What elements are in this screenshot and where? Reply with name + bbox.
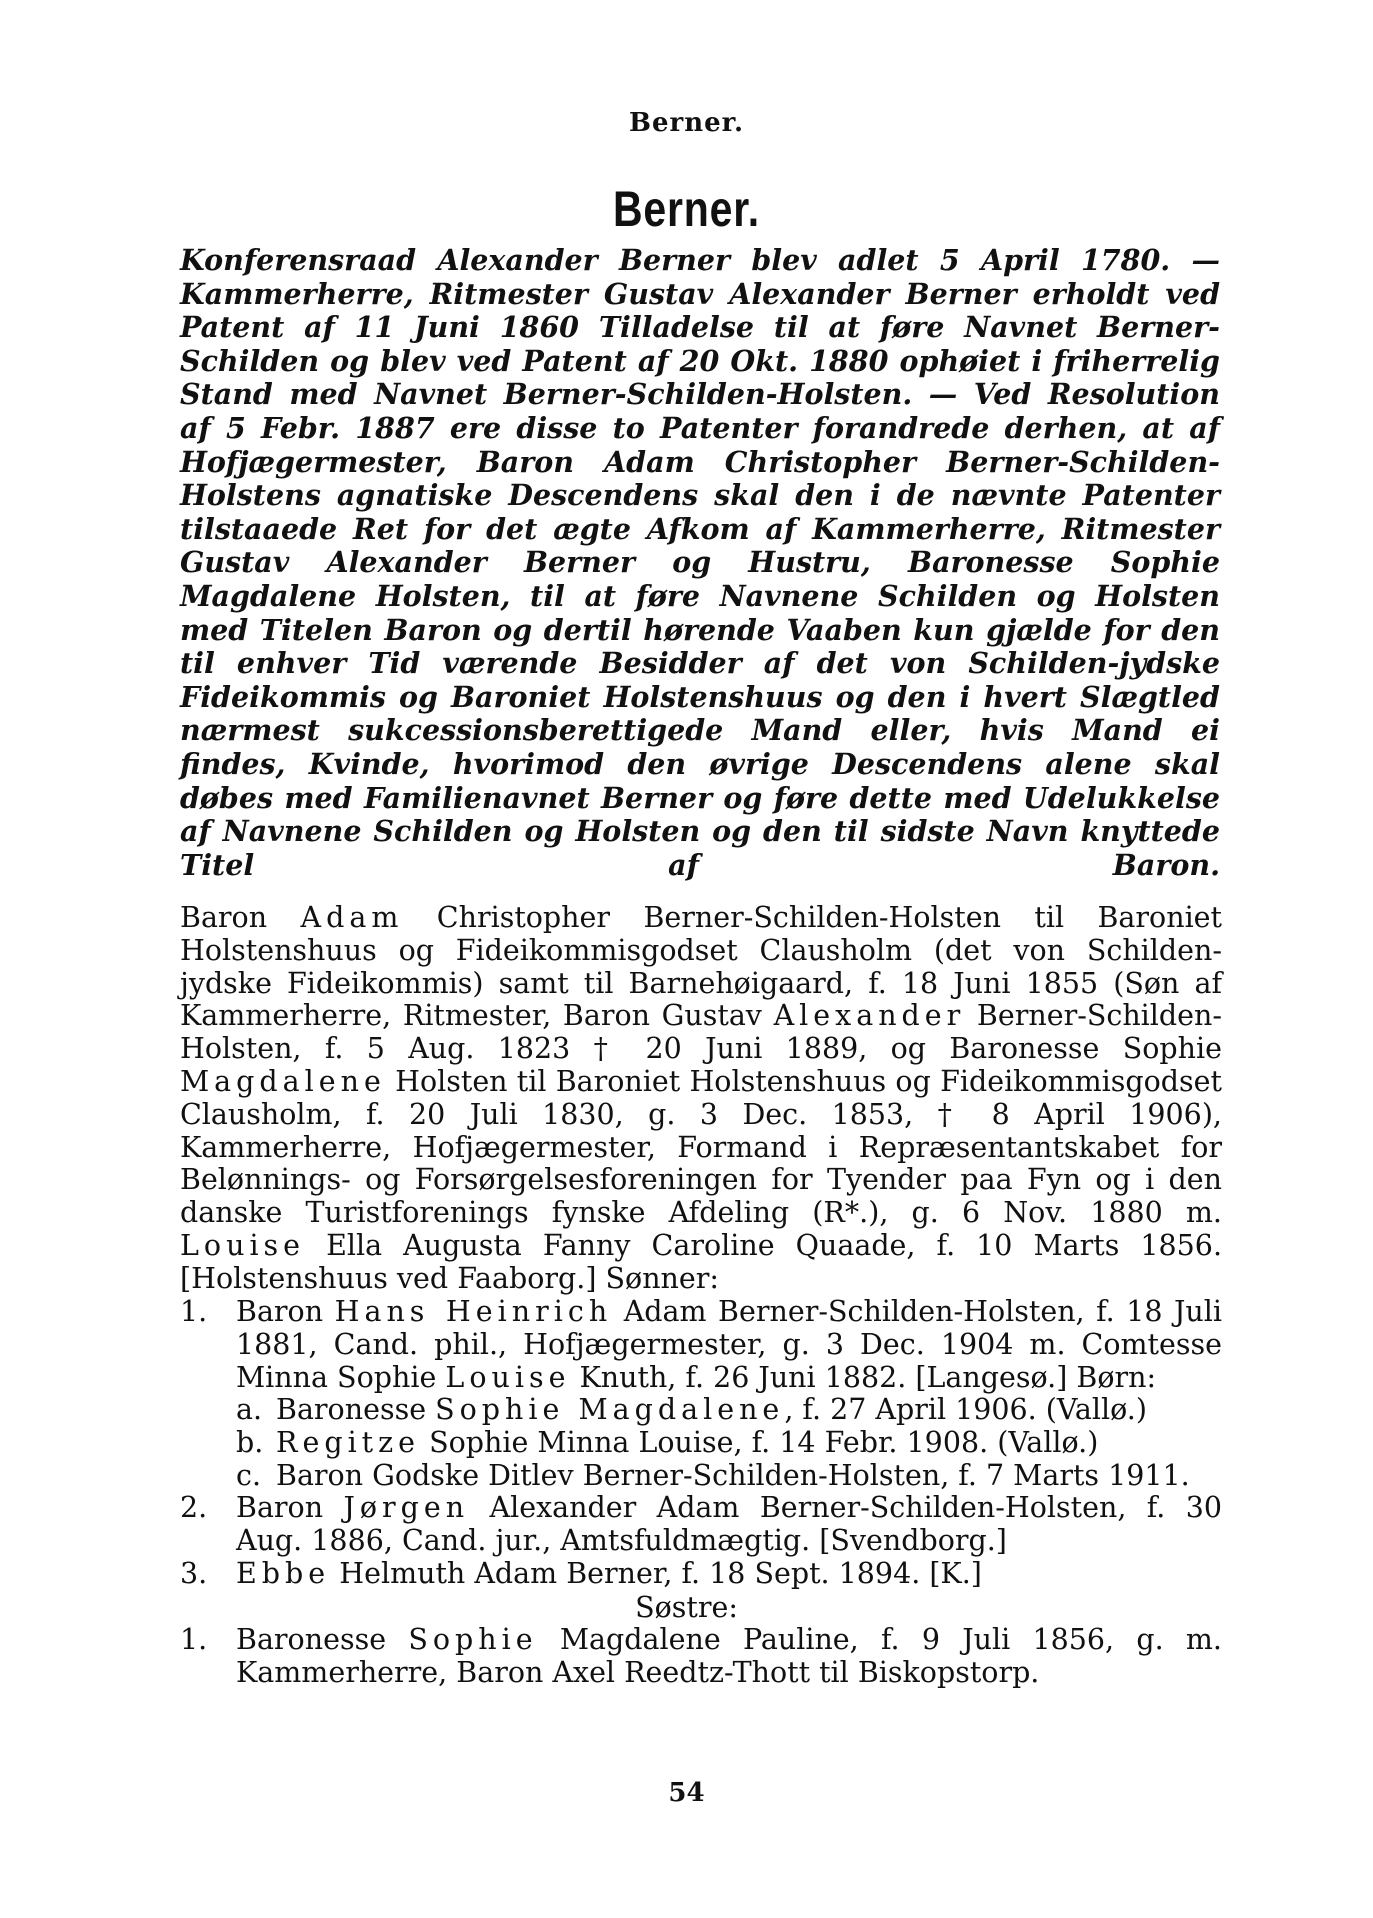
- list-text: Alexander Adam Berner-Schilden-Holsten, f. 30 Aug. 1886, Cand. jur., Amtsfuldmægtig. [Svendborg.]: [236, 1491, 1222, 1557]
- list-text: Baron: [236, 1491, 324, 1524]
- spaced-name: Regitze: [276, 1425, 421, 1459]
- intro-paragraph: Konferensraad Alexander Berner blev adlet 5 April 1780. — Kammerherre, Ritmester Gustav Alexander Berner erholdt ved Patent af 11 Juni 1860 Tilladelse til at føre Navnet Berner-Schilden og blev ved Patent af 20 Okt. 1880 ophøiet i friherrelig Stand med Navnet Berner-Schilden-Holsten. — Ved Resolution af 5 Febr. 1887 ere disse to Patenter forandrede derhen, at af Hofjægermester, Baron Adam Christopher Berner-Schilden-Holstens agnatiske Descendens skal den i de nævnte Patenter tilstaaede Ret for det ægte Afkom af Kammerherre, Ritmester Gustav Alexander Berner og Hustru, Baronesse Sophie Magdalene Holsten, til at føre Navnene Schilden og Holsten med Titelen Baron og dertil hørende Vaaben kun gjælde for den til enhver Tid værende Besidder af det von Schilden-jydske Fideikommis og Baroniet Holstenshuus og den i hvert Slægtled nærmest sukcessionsberettigede Mand eller, hvis Mand ei findes, Kvinde, hvorimod den øvrige Descendens alene skal døbes med Familienavnet Berner og føre dette med Udelukkelse af Navnene Schilden og Holsten og den til sidste Navn knyttede Titel af Baron.: [180, 243, 1220, 882]
- main-entry-paragraph: [180, 902, 1222, 1296]
- list-text: Helmuth Adam Berner, f. 18 Sept. 1894. [K.]: [339, 1557, 982, 1590]
- list-text: Knuth, f. 26 Juni 1882. [Langesø.] Børn:: [579, 1360, 1157, 1394]
- list-text: , f. 27 April 1906. (Vallø.): [784, 1393, 1147, 1426]
- list-item: [180, 1394, 1222, 1492]
- list-text: Godske Ditlev Berner-Schilden-Holsten, f. 7 Marts 1911.: [372, 1458, 1190, 1492]
- list-text: Adam Berner-Schilden-Holsten, f. 18 Juli 1881, Cand. phil., Hofjægermester, g. 3 Dec. 1904 m. Comtesse Minna Sophie: [236, 1295, 1223, 1394]
- sons-list-third: [180, 1558, 1222, 1591]
- list-text: Baron: [276, 1458, 364, 1492]
- spaced-name: Jørgen: [343, 1491, 470, 1524]
- main-text: Berner-Schilden-Holsten, f. 5 Aug. 1823 † 20 Juni 1889, og Baronesse Sophie: [180, 999, 1222, 1066]
- sisters-heading: Søstre:: [635, 1591, 738, 1624]
- main-text: Baron: [180, 901, 268, 934]
- main-spaced-name: Louise: [180, 1228, 306, 1262]
- list-number: 2.: [180, 1491, 208, 1524]
- list-number: 3.: [180, 1557, 208, 1590]
- spaced-name: Sophie: [408, 1623, 538, 1656]
- list-number: 1.: [180, 1295, 208, 1328]
- list-item: [180, 1492, 1222, 1558]
- spaced-name: Ebbe: [236, 1557, 331, 1590]
- list-text: Baronesse: [236, 1623, 387, 1656]
- children-sublist: [180, 1394, 1222, 1492]
- page-number: 54: [668, 1778, 705, 1808]
- sons-list-continued: [180, 1492, 1222, 1558]
- list-number: b.: [236, 1425, 264, 1459]
- list-text: Baronesse: [276, 1393, 427, 1426]
- page-title: Berner.: [612, 181, 761, 237]
- list-number: a.: [236, 1393, 263, 1426]
- child-item: [236, 1460, 1222, 1493]
- child-item: [236, 1394, 1222, 1427]
- list-item: [180, 1296, 1222, 1394]
- main-spaced-name: Magdalene: [180, 1064, 386, 1098]
- list-number: c.: [236, 1458, 262, 1492]
- main-text: Christopher Berner-Schilden-Holsten til Baroniet Holstenshuus og Fideikommisgodset Clausholm (det von Schilden-jydske Fideikommis) samt til Barnehøigaard, f. 18 Juni 1855 (Søn af Kammerherre, Ritmester, Baron Gustav: [180, 901, 1222, 1033]
- spaced-name: Louise: [445, 1360, 571, 1394]
- running-head: Berner.: [628, 108, 745, 138]
- main-spaced-name: Alexander: [773, 999, 966, 1033]
- sons-list: [180, 1296, 1222, 1394]
- main-text: Holsten til Baroniet Holstenshuus og Fideikommisgodset Clausholm, f. 20 Juli 1830, g. 3 Dec. 1853, † 8 April 1906), Kammerherre, Hofjægermester, Formand i Repræsentantskabet for Belønnings- og Forsørgelsesforeningen for Tyender paa Fyn og i den danske Turistforenings fynske Afdeling (R*.), g. 6 Nov. 1880 m.: [180, 1064, 1222, 1230]
- sisters-list: [180, 1624, 1222, 1690]
- list-text: Baron: [236, 1295, 324, 1328]
- spaced-name: Hans Heinrich: [334, 1295, 613, 1328]
- list-text: Magdalene Pauline, f. 9 Juli 1856, g. m. Kammerherre, Baron Axel Reedtz-Thott til Biskopstorp.: [236, 1623, 1222, 1689]
- main-text: Ella Augusta Fanny Caroline Quaade, f. 10 Marts 1856. [Holstenshuus ved Faaborg.] Sønner:: [180, 1228, 1223, 1295]
- list-text: Sophie Minna Louise, f. 14 Febr. 1908. (Vallø.): [429, 1425, 1099, 1459]
- main-spaced-name: Adam: [300, 901, 404, 934]
- child-item: [236, 1427, 1222, 1460]
- list-item: [180, 1558, 1222, 1591]
- children-list: [180, 1394, 1222, 1492]
- list-item: [180, 1624, 1222, 1690]
- list-number: 1.: [180, 1623, 208, 1656]
- spaced-name: Sophie Magdalene: [435, 1393, 785, 1426]
